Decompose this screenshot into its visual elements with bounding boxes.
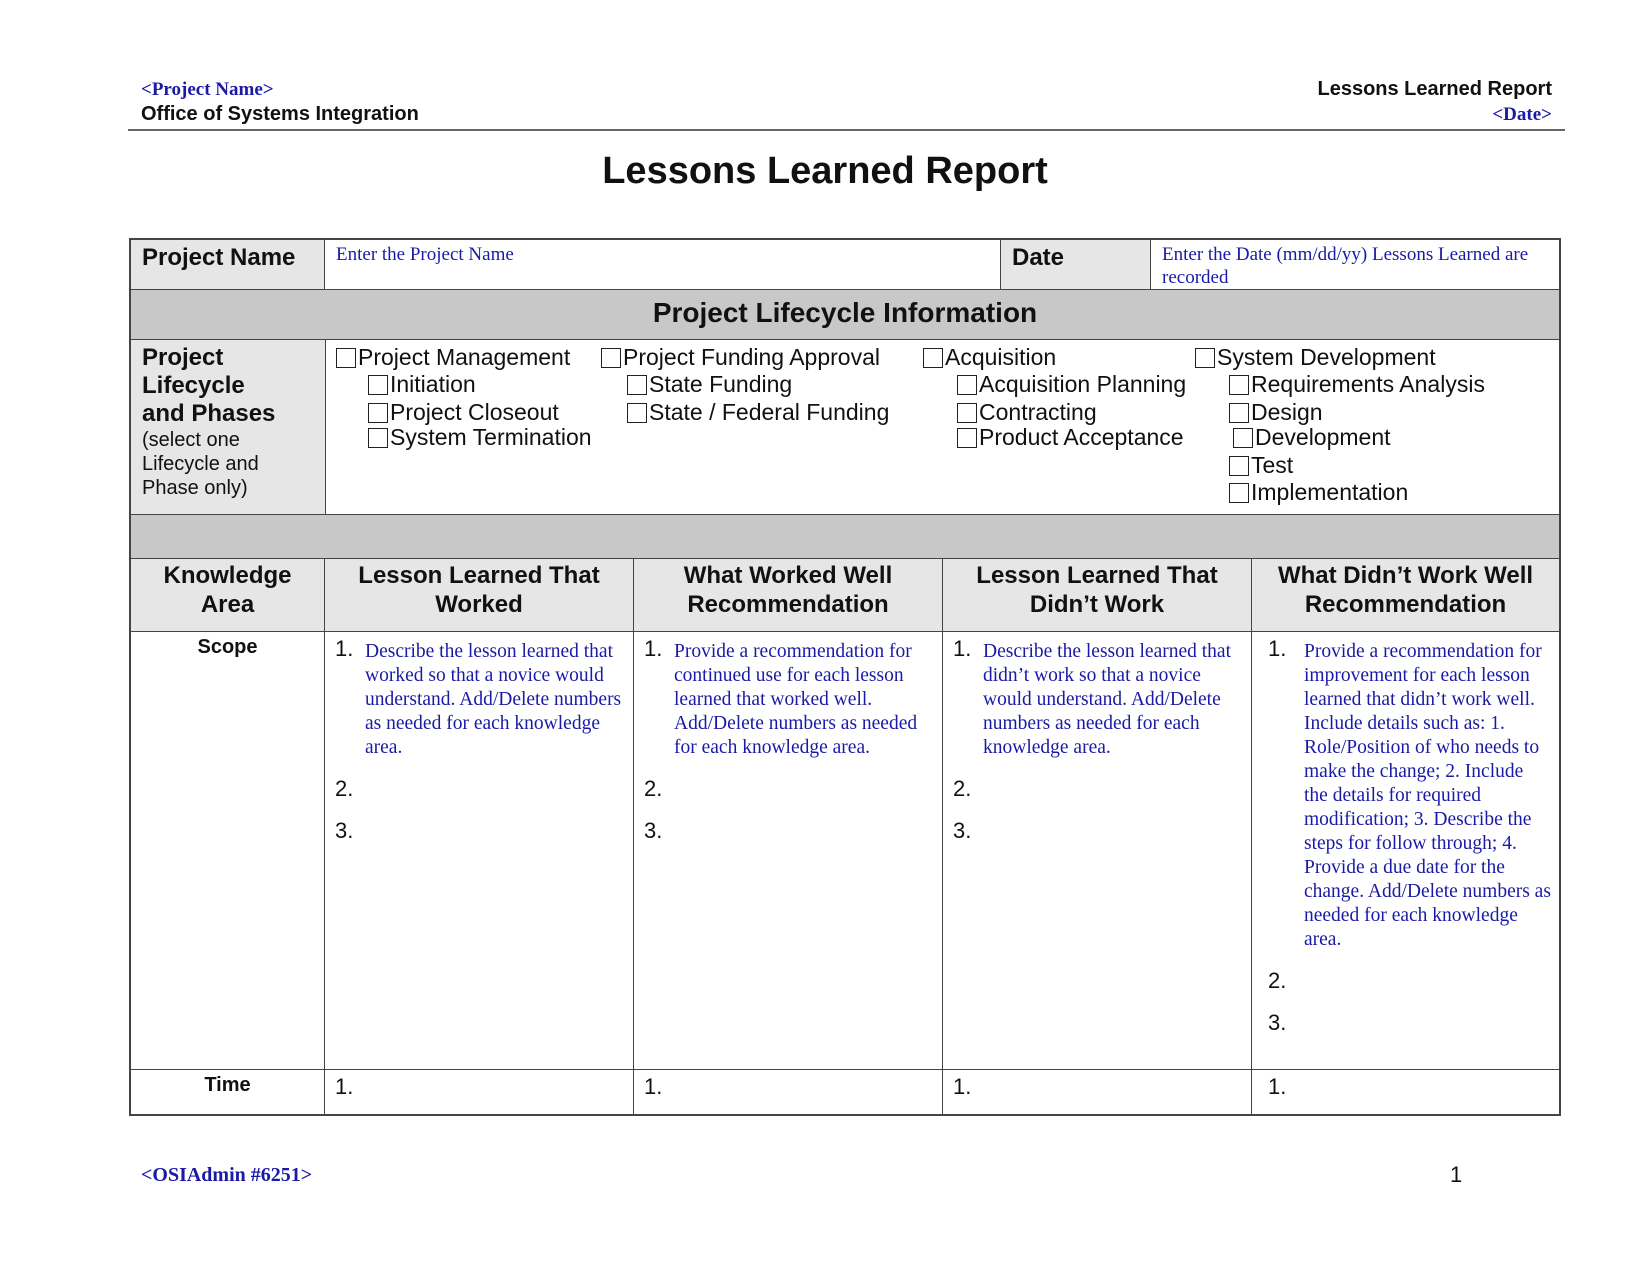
- header-report-title: Lessons Learned Report: [1317, 78, 1552, 100]
- time-didnt-work-recommendation-cell[interactable]: [1252, 1070, 1559, 1114]
- checkbox-design[interactable]: [1229, 399, 1323, 426]
- checkbox-label: Project Management: [358, 344, 571, 370]
- list-number: 1.: [1268, 1074, 1287, 1099]
- list-number: 2.: [335, 776, 354, 801]
- list-number: 2.: [1268, 968, 1287, 993]
- table-row-time: [131, 1070, 1559, 1114]
- checkbox-label: Acquisition Planning: [979, 371, 1187, 397]
- list-number: 1.: [644, 1074, 663, 1099]
- section-separator: [131, 515, 1559, 559]
- list-number: 3.: [644, 818, 663, 843]
- date-value[interactable]: Enter the Date (mm/dd/yy) Lessons Learned are recorded: [1162, 244, 1529, 288]
- checkbox-icon[interactable]: [368, 428, 388, 448]
- lifecycle-note-line2: Lifecycle and: [142, 453, 259, 475]
- scope-worked-recommendation-cell[interactable]: 1. Provide a recommendation for continued use for each lesson learned that worked well. Add/Delete numbers as needed for each knowledge area. 2. 3.: [634, 632, 943, 1069]
- knowledge-area-time: Time: [204, 1074, 251, 1096]
- checkbox-icon[interactable]: [1233, 428, 1253, 448]
- lifecycle-note-line3: Phase only): [142, 477, 248, 499]
- lifecycle-label-line1: Project: [142, 344, 224, 371]
- checkbox-label: Requirements Analysis: [1251, 371, 1485, 397]
- time-lesson-didnt-work-cell[interactable]: [943, 1070, 1252, 1114]
- col-header-knowledge-area: Knowledge Area: [131, 559, 325, 631]
- checkbox-icon[interactable]: [957, 375, 977, 395]
- checkbox-acquisition[interactable]: [923, 344, 1056, 371]
- checkbox-icon[interactable]: [368, 375, 388, 395]
- checkbox-icon[interactable]: [627, 375, 647, 395]
- scope-didnt-work-recommendation-text[interactable]: Provide a recommendation for improvement for each lesson learned that didn’t work well. Include details such as: 1. Role/Position of who needs to make the change; 2. Include the details for required modification; 3. Describe the steps for follow through; 4. Provide a due date for the change. Add/Delete numbers as needed for each knowledge area.: [1304, 641, 1551, 950]
- checkbox-initiation[interactable]: [368, 371, 476, 398]
- checkbox-label: Development: [1255, 424, 1391, 450]
- date-field[interactable]: [1151, 240, 1559, 289]
- scope-lesson-didnt-work-text[interactable]: Describe the lesson learned that didn’t work so that a novice would understand. Add/Delete numbers as needed for each knowledge area.: [983, 641, 1231, 758]
- date-label: Date: [1012, 244, 1065, 271]
- time-lesson-worked-cell[interactable]: [325, 1070, 634, 1114]
- knowledge-area-cell: [131, 632, 325, 1069]
- col-header-lesson-worked: Lesson Learned That Worked: [325, 559, 634, 631]
- checkbox-icon[interactable]: [1229, 375, 1249, 395]
- knowledge-area-cell: [131, 1070, 325, 1114]
- date-label-cell: [1001, 240, 1151, 289]
- checkbox-label: State / Federal Funding: [649, 399, 890, 425]
- page-title: Lessons Learned Report: [602, 150, 1048, 192]
- checkbox-label: Product Acceptance: [979, 424, 1184, 450]
- header-office: Office of Systems Integration: [141, 103, 419, 125]
- scope-lesson-worked-cell[interactable]: 1. Describe the lesson learned that worked so that a novice would understand. Add/Delete numbers as needed for each knowledge area. 2. 3.: [325, 632, 634, 1069]
- list-number: 2.: [644, 776, 663, 801]
- project-name-field[interactable]: [325, 240, 1001, 289]
- knowledge-header-row: [131, 559, 1559, 632]
- checkbox-system-development[interactable]: [1195, 344, 1436, 371]
- scope-worked-recommendation-text[interactable]: Provide a recommendation for continued use for each lesson learned that worked well. Add/Delete numbers as needed for each knowledge area.: [674, 641, 918, 758]
- checkbox-product-acceptance[interactable]: [957, 424, 1184, 451]
- checkbox-label: Implementation: [1251, 479, 1409, 505]
- lifecycle-label-line2: Lifecycle: [142, 372, 245, 399]
- checkbox-icon[interactable]: [1195, 348, 1215, 368]
- checkbox-state-federal-funding[interactable]: [627, 399, 889, 426]
- checkbox-acquisition-planning[interactable]: [957, 371, 1186, 398]
- checkbox-project-closeout[interactable]: [368, 399, 559, 426]
- checkbox-label: Test: [1251, 452, 1294, 478]
- checkbox-contracting[interactable]: [957, 399, 1097, 426]
- lifecycle-row: [131, 340, 1559, 515]
- checkbox-icon[interactable]: [1229, 483, 1249, 503]
- header-date: <Date>: [1492, 104, 1552, 125]
- checkbox-requirements-analysis[interactable]: [1229, 371, 1485, 398]
- checkbox-label: Initiation: [390, 371, 476, 397]
- header-project-name: <Project Name>: [141, 79, 274, 100]
- time-worked-recommendation-cell[interactable]: [634, 1070, 943, 1114]
- checkbox-icon[interactable]: [957, 403, 977, 423]
- project-name-value[interactable]: Enter the Project Name: [336, 244, 514, 265]
- lifecycle-section-header: [131, 290, 1559, 340]
- checkbox-project-funding-approval[interactable]: [601, 344, 880, 371]
- checkbox-test[interactable]: [1229, 452, 1293, 479]
- checkbox-label: System Termination: [390, 424, 592, 450]
- col-header-worked-recommendation: What Worked Well Recommendation: [634, 559, 943, 631]
- scope-lesson-worked-text[interactable]: Describe the lesson learned that worked so that a novice would understand. Add/Delete numbers as needed for each knowledge area.: [365, 641, 622, 758]
- list-number: 3.: [335, 818, 354, 843]
- checkbox-icon[interactable]: [627, 403, 647, 423]
- checkbox-icon[interactable]: [336, 348, 356, 368]
- checkbox-label: Contracting: [979, 399, 1097, 425]
- checkbox-icon[interactable]: [368, 403, 388, 423]
- list-number: 1.: [335, 1074, 354, 1099]
- scope-lesson-didnt-work-cell[interactable]: 1. Describe the lesson learned that didn’t work so that a novice would understand. Add/Delete numbers as needed for each knowledge area. 2. 3.: [943, 632, 1252, 1069]
- checkbox-system-termination[interactable]: [368, 424, 592, 451]
- col-header-didnt-work-recommendation: What Didn’t Work Well Recommendation: [1277, 562, 1534, 618]
- list-number: 3.: [953, 818, 972, 843]
- project-name-label: Project Name: [142, 244, 296, 271]
- project-name-label-cell: [131, 240, 325, 289]
- lifecycle-note-line1: (select one: [142, 429, 240, 451]
- checkbox-label: Design: [1251, 399, 1323, 425]
- checkbox-label: System Development: [1217, 344, 1436, 370]
- table-row-scope: [131, 632, 1559, 1070]
- checkbox-label: Project Funding Approval: [623, 344, 880, 370]
- header-divider: [128, 129, 1565, 131]
- checkbox-label: Project Closeout: [390, 399, 559, 425]
- checkbox-icon[interactable]: [1229, 456, 1249, 476]
- checkbox-project-management[interactable]: [336, 344, 570, 371]
- lessons-learned-form: [129, 238, 1561, 1116]
- lifecycle-label-line3: and Phases: [142, 400, 276, 427]
- checkbox-label: State Funding: [649, 371, 793, 397]
- knowledge-area-scope: Scope: [197, 636, 258, 658]
- col-header-lesson-didnt-work: Lesson Learned That Didn’t Work: [943, 559, 1252, 631]
- list-number: 3.: [1268, 1010, 1287, 1035]
- checkbox-development[interactable]: [1233, 424, 1391, 451]
- scope-didnt-work-recommendation-cell[interactable]: 1. Provide a recommendation for improvement for each lesson learned that didn’t work well. Include details such as: 1. Role/Position of who needs to make the change; 2. Include the details for required modification; 3. Describe the steps for follow through; 4. Provide a due date for the change. Add/Delete numbers as needed for each knowledge area. 2. 3.: [1268, 636, 1551, 1035]
- checkbox-icon[interactable]: [923, 348, 943, 368]
- list-number: 1.: [953, 1074, 972, 1099]
- checkbox-state-funding[interactable]: [627, 371, 792, 398]
- page-header-left: [141, 78, 419, 126]
- page-number: 1: [1450, 1162, 1463, 1187]
- checkbox-icon[interactable]: [1229, 403, 1249, 423]
- checkbox-icon[interactable]: [601, 348, 621, 368]
- lifecycle-section-title: Project Lifecycle Information: [652, 297, 1038, 328]
- project-info-row: [131, 240, 1559, 290]
- checkbox-label: Acquisition: [945, 344, 1057, 370]
- checkbox-icon[interactable]: [957, 428, 977, 448]
- page-header-right: [1317, 76, 1552, 128]
- checkbox-implementation[interactable]: [1229, 479, 1408, 506]
- footer-doc-id: <OSIAdmin #6251>: [141, 1164, 313, 1186]
- list-number: 2.: [953, 776, 972, 801]
- lifecycle-label-cell: [131, 340, 326, 514]
- lifecycle-options: [326, 340, 1559, 514]
